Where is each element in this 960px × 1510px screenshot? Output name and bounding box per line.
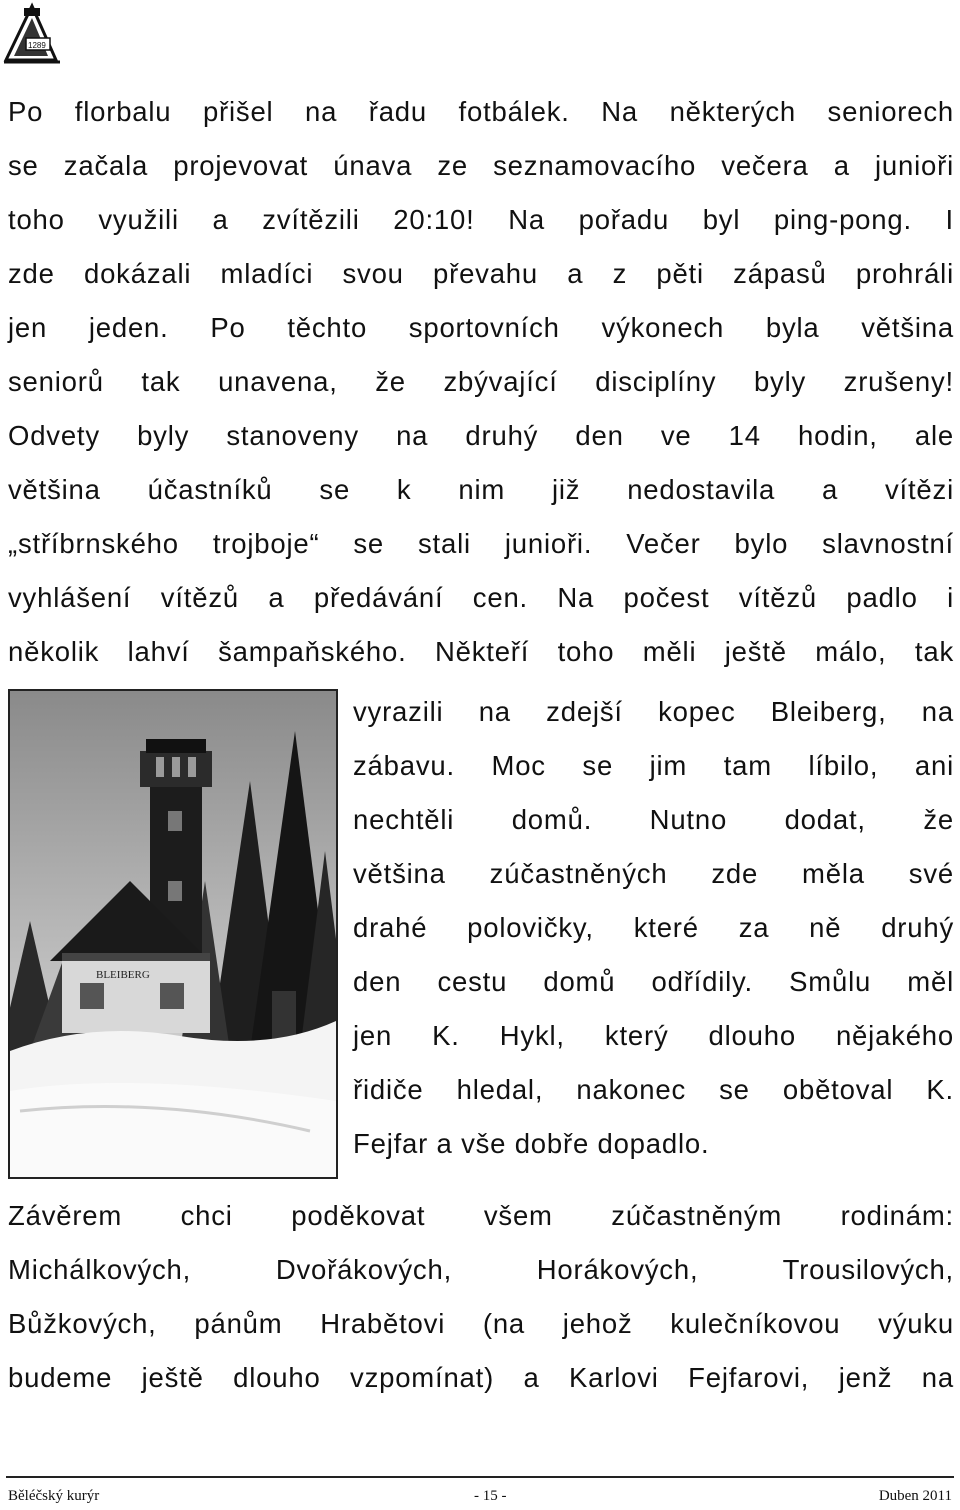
text-line: Michálkových, Dvořákových, Horákových, Trousilových, <box>8 1254 954 1285</box>
text-line: Fejfar a vše dobře dopadlo. <box>353 1128 710 1159</box>
tower-photo <box>8 689 338 1179</box>
footer-page-number: - 15 - <box>474 1488 507 1504</box>
text-line: Bůžkových, pánům Hrabětovi (na jehož kulečníkovou výuku <box>8 1308 954 1339</box>
footer-issue-date: Duben 2011 <box>878 1488 952 1504</box>
text-line: toho využili a zvítězili 20:10! Na pořadu byl ping-pong. I <box>8 204 954 235</box>
text-line: jen K. Hykl, který dlouho nějakého <box>353 1020 954 1051</box>
paragraph-right <box>353 685 954 1171</box>
logo-year: 1289 <box>28 41 46 50</box>
text-line: většina účastníků se k nim již nedostavila a vítězi <box>8 474 954 505</box>
page-footer <box>6 1476 954 1510</box>
text-line: seniorů tak unavena, že zbývající disciplíny byly zrušeny! <box>8 366 954 397</box>
text-line: nechtěli domů. Nutno dodat, že <box>353 804 954 835</box>
paragraph-top <box>8 85 954 679</box>
text-line: budeme ještě dlouho vzpomínat) a Karlovi Fejfarovi, jenž na <box>8 1362 954 1393</box>
text-line: vyhlášení vítězů a předávání cen. Na počest vítězů padlo i <box>8 582 954 613</box>
text-line: Závěrem chci poděkovat všem zúčastněným rodinám: <box>8 1200 954 1231</box>
photo-sign-text: BLEIBERG <box>96 969 150 981</box>
magazine-logo <box>2 0 84 68</box>
text-line: jen jeden. Po těchto sportovních výkonech byla většina <box>8 312 954 343</box>
text-line: Po florbalu přišel na řadu fotbálek. Na některých seniorech <box>8 96 954 127</box>
text-line: většina zúčastněných zde měla své <box>353 858 954 889</box>
text-line: zde dokázali mladíci svou převahu a z pěti zápasů prohráli <box>8 258 954 289</box>
text-line: řidiče hledal, nakonec se obětoval K. <box>353 1074 954 1105</box>
text-line: Odvety byly stanoveny na druhý den ve 14 hodin, ale <box>8 420 954 451</box>
paragraph-bottom <box>8 1189 954 1405</box>
text-line: drahé polovičky, které za ně druhý <box>353 912 954 943</box>
text-line: zábavu. Moc se jim tam líbilo, ani <box>353 750 954 781</box>
text-line: několik lahví šampaňského. Někteří toho měli ještě málo, tak <box>8 636 954 667</box>
text-line: „stříbrnského trojboje“ se stali junioři. Večer bylo slavnostní <box>8 528 954 559</box>
footer-magazine-name: Běléčský kurýr <box>8 1488 100 1504</box>
text-line: vyrazili na zdejší kopec Bleiberg, na <box>353 696 954 727</box>
text-line: den cestu domů odřídily. Smůlu měl <box>353 966 954 997</box>
text-line: se začala projevovat únava ze seznamovacího večera a junioři <box>8 150 954 181</box>
